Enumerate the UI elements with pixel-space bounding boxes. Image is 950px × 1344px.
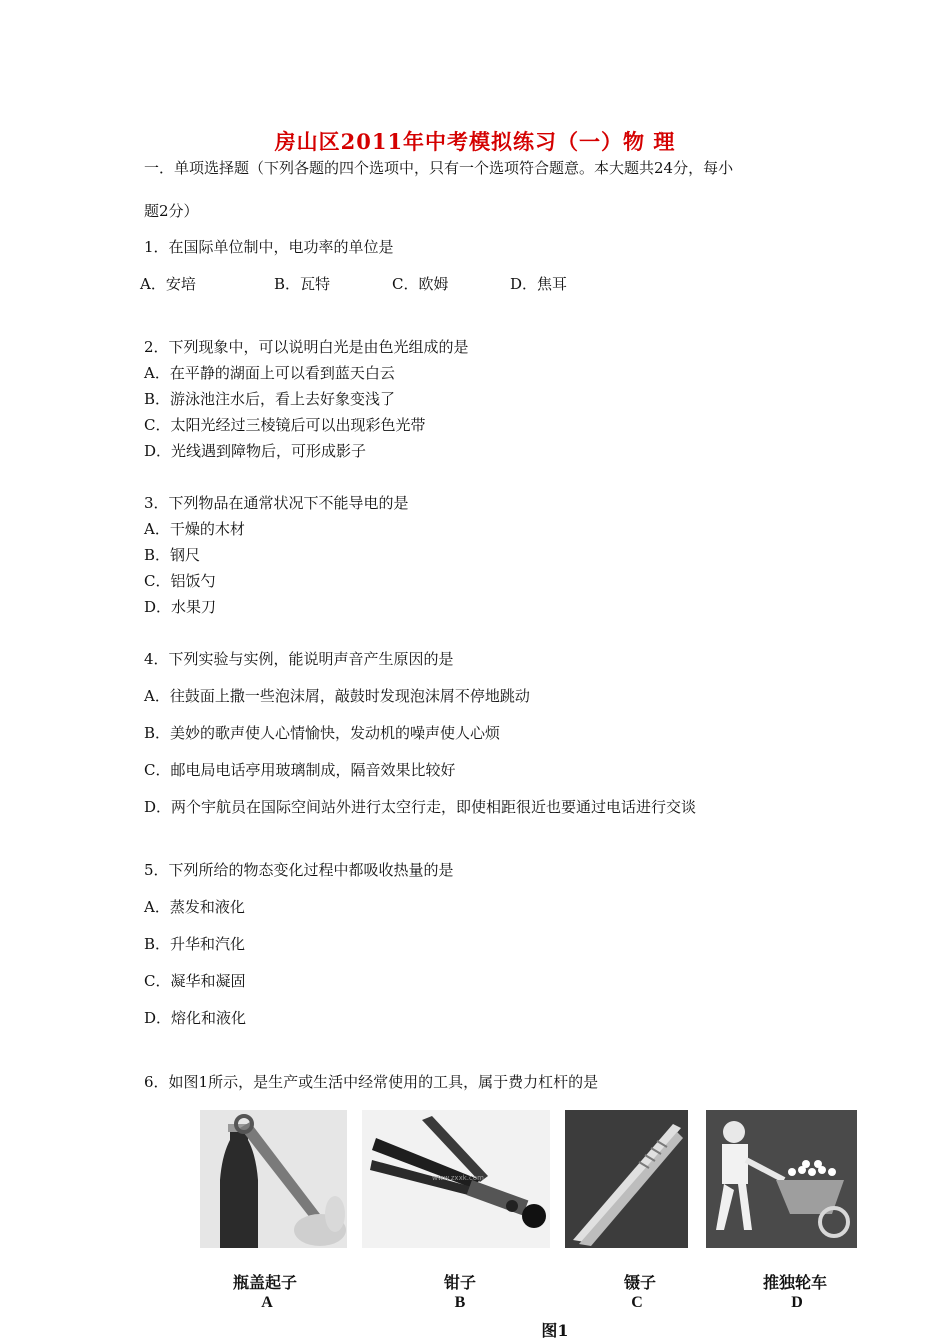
figure-a-letter: A	[261, 1294, 273, 1311]
watermark-text: www.zxxk.com	[432, 1174, 484, 1182]
page-title: 房山区2011年中考模拟练习（一）物 理	[274, 129, 676, 154]
q5-stem: 5．下列所给的物态变化过程中都吸收热量的是	[144, 861, 454, 879]
q1-option-b: B．瓦特	[274, 275, 331, 293]
q5-option-c: C．凝华和凝固	[144, 972, 246, 990]
q3-option-a: A．干燥的木材	[144, 520, 245, 538]
q3-stem: 3．下列物品在通常状况下不能导电的是	[144, 494, 409, 512]
q1-stem: 1．在国际单位制中，电功率的单位是	[144, 238, 394, 256]
wheelbarrow-image	[706, 1110, 857, 1248]
figure-b-letter: B	[454, 1294, 466, 1311]
q3-option-d: D．水果刀	[144, 598, 217, 616]
q5-option-a: A．蒸发和液化	[144, 898, 245, 916]
q4-option-b: B．美妙的歌声使人心情愉快，发动机的噪声使人心烦	[144, 724, 501, 742]
q5-option-d: D．熔化和液化	[144, 1009, 247, 1027]
figure-label: 图1	[541, 1321, 569, 1340]
q2-option-c: C．太阳光经过三棱镜后可以出现彩色光带	[144, 416, 426, 434]
bottle-opener-image	[200, 1110, 347, 1248]
q3-option-b: B．钢尺	[144, 546, 201, 564]
cutter-pliers-image	[362, 1110, 550, 1248]
q1-option-d: D．焦耳	[510, 275, 568, 293]
q1-option-a: A．安培	[140, 275, 196, 293]
section-heading-line2: 题2分）	[144, 202, 199, 220]
q6-stem: 6．如图1所示，是生产或生活中经常使用的工具，属于费力杠杆的是	[144, 1073, 599, 1091]
figure-c-caption: 镊子	[623, 1273, 656, 1292]
q4-stem: 4．下列实验与实例，能说明声音产生原因的是	[144, 650, 454, 668]
figure-d-letter: D	[791, 1294, 803, 1311]
figure-c-letter: C	[631, 1294, 643, 1311]
q2-stem: 2．下列现象中，可以说明白光是由色光组成的是	[144, 338, 469, 356]
section-heading-line1: 一．单项选择题（下列各题的四个选项中，只有一个选项符合题意。本大题共24分，每小	[144, 159, 734, 177]
figure-b-caption: 钳子	[443, 1273, 476, 1292]
q4-option-c: C．邮电局电话亭用玻璃制成，隔音效果比较好	[144, 761, 456, 779]
q3-option-c: C．铝饭勺	[144, 572, 216, 590]
q2-option-b: B．游泳池注水后，看上去好象变浅了	[144, 390, 396, 408]
q2-option-d: D．光线遇到障物后，可形成影子	[144, 442, 367, 460]
figure-d-caption: 推独轮车	[762, 1273, 827, 1292]
tweezers-image	[565, 1110, 688, 1248]
q2-option-a: A．在平静的湖面上可以看到蓝天白云	[144, 364, 395, 382]
q4-option-d: D．两个宇航员在国际空间站外进行太空行走，即使相距很近也要通过电话进行交谈	[144, 798, 697, 816]
figure-a-caption: 瓶盖起子	[232, 1273, 297, 1292]
q5-option-b: B．升华和汽化	[144, 935, 246, 953]
q4-option-a: A．往鼓面上撒一些泡沫屑，敲鼓时发现泡沫屑不停地跳动	[144, 687, 530, 705]
q1-option-c: C．欧姆	[392, 275, 449, 293]
